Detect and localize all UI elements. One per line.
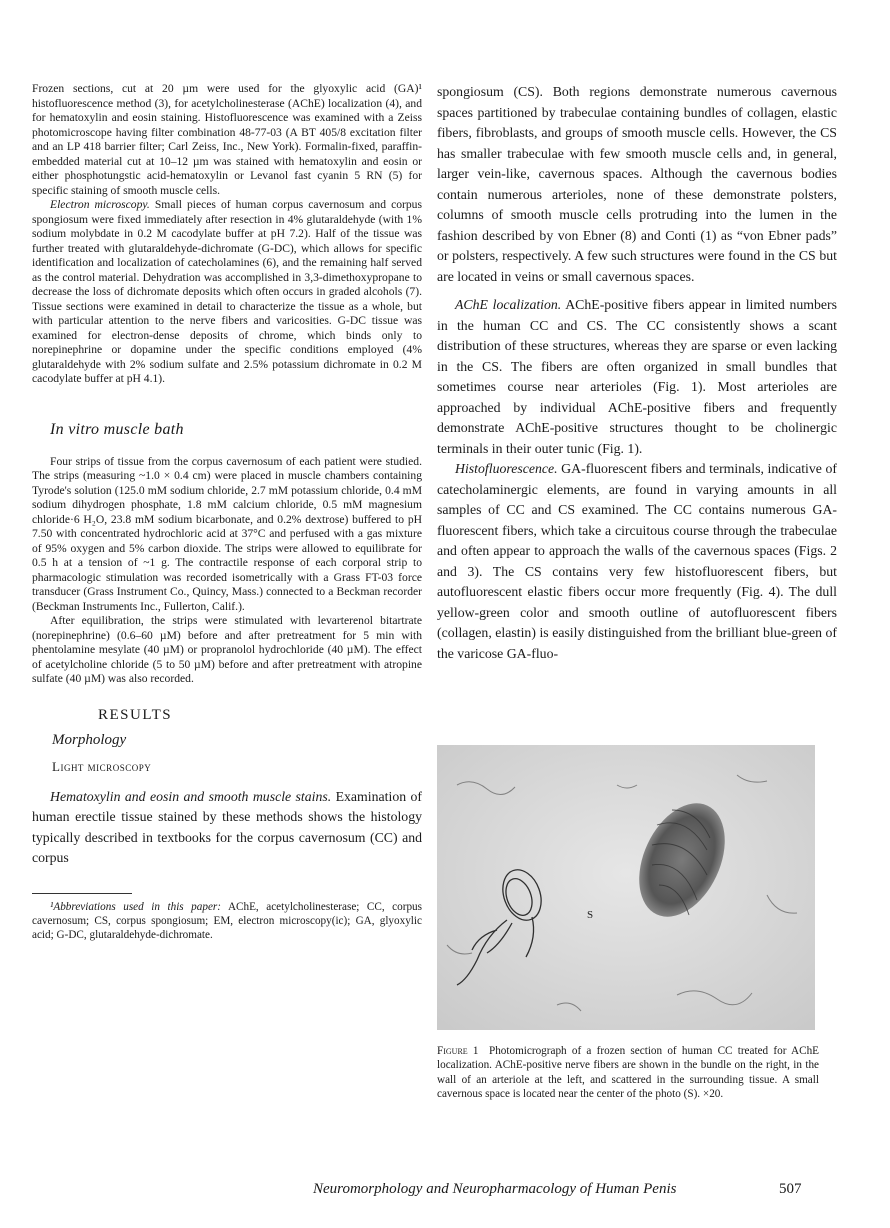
morphology-heading: Morphology (52, 731, 127, 748)
stains-heading: Hematoxylin and eosin and smooth muscle stains. (50, 788, 332, 804)
muscle-bath-paragraph-1: Four strips of tissue from the corpus cavernosum of each patient were studied. The strips (measuring ~1.0 × 0.4 cm) were placed in muscle chambers containing Tyrode's solution (125.0 mM sodium chloride, 2.7 mM potassium chloride, 0.4 mM sodium dihydrogen phosphate, 1.8 mM calcium chloride, 0.5 mM magnesium chloride·6 H₂O, 23.8 mM sodium bicarbonate, and 0.2% dextrose) buffered to pH 7.50 with concentrated hydrochloric acid at 37°C and perfused with a gas mixture of 95% oxygen and 5% carbon dioxide. The strips were allowed to equilibrate for 0.5 h at a tension of ~1 g. The contractile response of each corporal strip to pharmacologic stimulation was recorded isometrically with a Grass FT-03 force transducer (Grass Instrument Co., Quincy, Mass.) connected to a Beckman recorder (Beckman Instruments Inc., Fullerton, Calif.). (32, 454, 422, 613)
histofluorescence-body: GA-fluorescent fibers and terminals, indicative of catecholaminergic elements, are found in varying amounts in all samples of CC and CS examined. The CC contains numerous GA-fluorescent fibers, which take a circuitous course through the trabeculae and often appear to approach the walls of the cavernous spaces (Figs. 2 and 3). The CS contains very few histofluorescent fibers, but autofluorescent elastic fibers occur more frequently (Fig. 4). The dull yellow-green color and smooth outline of autofluorescent fibers (collagen, elastin) is easily distinguished from the brilliant blue-green of the varicose GA-fluo- (437, 461, 838, 661)
ache-paragraph (437, 295, 837, 459)
histofluorescence-heading: Histofluorescence. (455, 461, 558, 476)
electron-microscopy-paragraph (32, 198, 422, 387)
footnote-body: AChE, acetylcholinesterase; CC, corpus cavernosum; CS, corpus spongiosum; EM, electron microscopy(ic); GA, glyoxylic acid; G-DC, glutaraldehyde-dichromate. (32, 900, 423, 942)
running-title: Neuromorphology and Neuropharmacology of Human Penis (313, 1181, 677, 1197)
histofluorescence-paragraph (437, 459, 837, 664)
caption-body: Photomicrograph of a frozen section of human CC treated for AChE localization. AChE-positive nerve fibers are shown in the bundle on the right, in the wall of an arteriole at the left, and scattered in the surrounding tissue. A small cavernous space is located near the center of the photo (S). ×20. (437, 1045, 820, 1101)
cavernous-space-label: S (587, 909, 594, 921)
ache-body: AChE-positive fibers appear in limited numbers in the human CC and CS. The CC consistently shows a scant distribution of these structures, whereas they are sparse or even lacking in the CS. The fibers are often organized in small bundles that sometimes course near arterioles (Fig. 1). Most arterioles are approached by individual AChE-positive fibers and frequently demonstrate AChE-positive structures thought to be cholinergic terminals in their outer tunic (Fig. 1). (437, 297, 837, 456)
electron-microscopy-body: Small pieces of human corpus cavernosum and corpus spongiosum were fixed immediately after resection in 4% glutaraldehyde (with 1% sodium molybdate in 0.2 M cacodylate buffer at pH 7.2). Half of the tissue was further treated with glutaraldehyde-dichromate (G-DC), which allows for specific identification and localization of catecholamines (6), and the remaining half served as the control material. Dehydration was accomplished in 3,3-dimethoxypropane to decrease the loss of dichromate deposits which often occurs in graded alcohols (7). Tissue sections were examined in detail to characterize the tissue as a whole, but with particular attention to the nerve fibers and varicosities. G-DC tissue was examined for electron-dense deposits of chrome, which binds only to norepinephrine or dopamine under the specific conditions employed (4% glutaraldehyde with 2% sodium sulfate and 2.5% potassium dichromate in 0.2 M cacodylate buffer at pH 4.1). (32, 198, 422, 385)
muscle-bath-paragraph-2: After equilibration, the strips were stimulated with levarterenol bitartrate (norepinephrine) (0.6–60 µM) before and after pretreatment for 5 min with phentolamine mesylate (40 µM) or propranolol hydrochloride (40 µM). The effect of acetylcholine chloride (5 to 50 µM) before and after pretreatment with atropine sulfate (40 µM) was also recorded. (32, 614, 422, 685)
footnote (32, 900, 422, 943)
figure-1-caption (437, 1044, 819, 1102)
results-continued-paragraph: spongiosum (CS). Both regions demonstrate numerous cavernous spaces partitioned by trabeculae containing bundles of collagen, elastic fibers, fibroblasts, and groups of smooth muscle cells. However, the CS has smaller trabeculae with few smooth muscle cells and, in general, larger vein-like, cavernous spaces. Although the cavernous bodies contain numerous arterioles, none of these demonstrate polsters, columns of smooth muscle cells protruding into the lumen in the fashion described by von Ebner (8) and Conti (1) as “von Ebner pads” or polsters, respectively. A few such structures were found in the CS but are located in veins or small cavernous spaces. (437, 84, 837, 284)
footnote-label: ¹Abbreviations used in this paper: (50, 900, 222, 913)
methods-intro-paragraph: Frozen sections, cut at 20 µm were used for the glyoxylic acid (GA)¹ histofluorescence method (3), for acetylcholinesterase (AChE) localization (4), and for hematoxylin and eosin staining. Histofluorescence was examined with a Zeiss photomicroscope having filter combination 48-77-03 (A BT 405/8 excitation filter and an LP 418 barrier filter; Carl Zeiss, Inc., New York). Formalin-fixed, paraffin-embedded material cut at 10–12 µm was stained with hematoxylin and eosin or either phosphotungstic acid-hematoxylin or Levanol fast cyanin 5 RN (5) for specific staining of smooth muscle cells. (32, 82, 422, 197)
photomicrograph-image (437, 745, 815, 1030)
page-number: 507 (779, 1181, 802, 1197)
light-microscopy-heading: Light microscopy (52, 758, 152, 774)
stains-paragraph (32, 787, 422, 869)
in-vitro-muscle-bath-heading: In vitro muscle bath (50, 420, 184, 438)
results-heading: RESULTS (98, 706, 173, 723)
electron-microscopy-heading: Electron microscopy. (50, 198, 150, 211)
left-column (32, 82, 422, 942)
caption-label: Figure 1 (437, 1045, 479, 1057)
footnote-divider (32, 893, 132, 894)
ache-heading: AChE localization. (455, 297, 562, 312)
right-column (437, 82, 837, 664)
figure-1-photomicrograph (437, 745, 815, 1030)
stains-body: Examination of human erectile tissue stained by these methods shows the histology typically described in textbooks for the corpus cavernosum (CC) and corpus (32, 788, 422, 865)
caption-text (437, 1044, 819, 1102)
